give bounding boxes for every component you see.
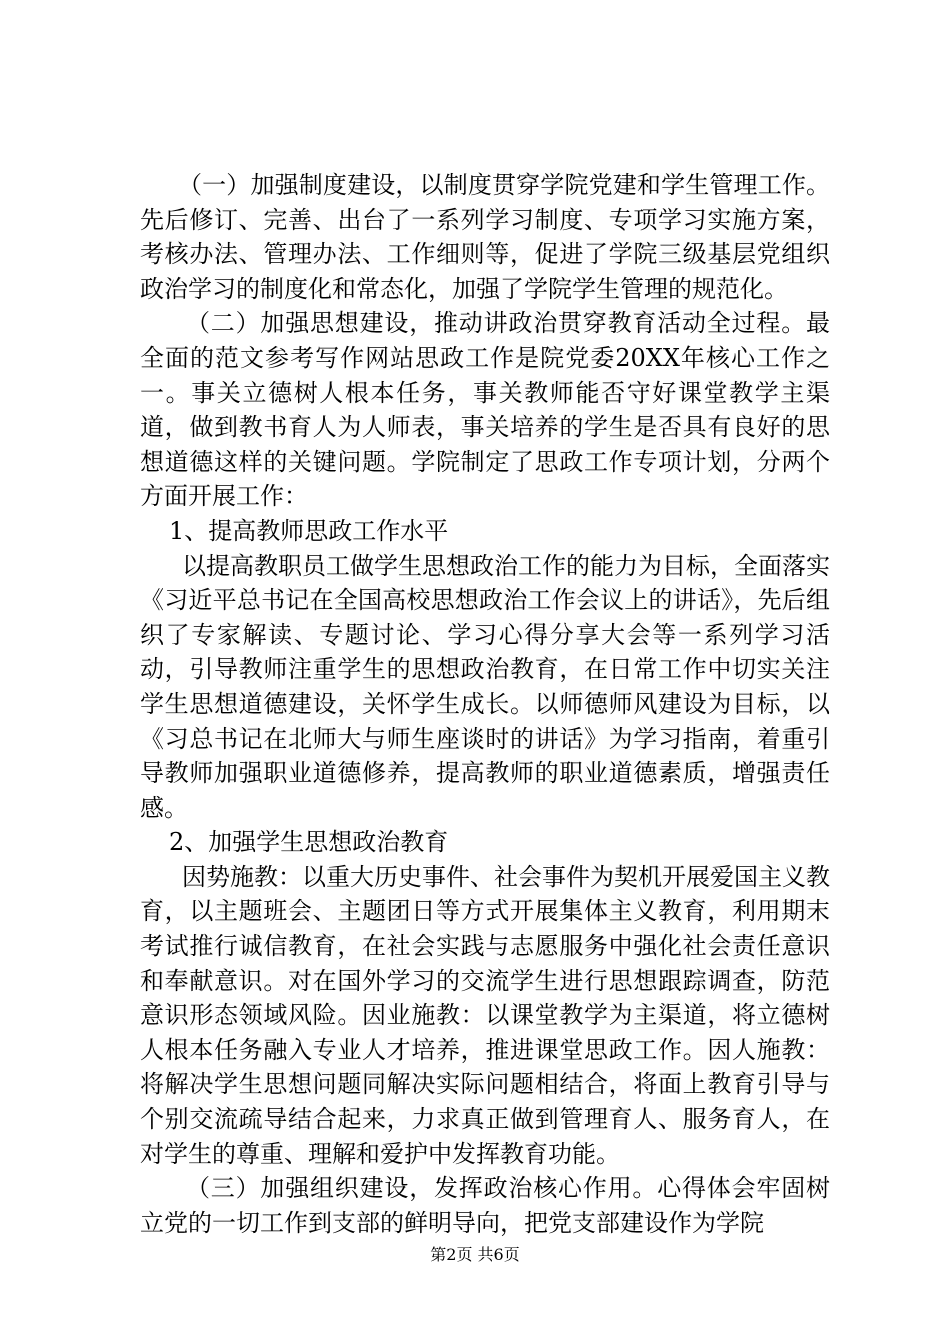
- paragraph-ideological-building: （二）加强思想建设，推动讲政治贯穿教育活动全过程。最全面的范文参考写作网站思政工作是院党委20XX年核心工作之一。事关立德树人根本任务，事关教师能否守好课堂教学主渠道，做到教书育人为人师表，事关培养的学生是否具有良好的思想道德这样的关键问题。学院制定了思政工作专项计划，分两个方面开展工作：: [140, 309, 830, 511]
- paragraph-organization-building: （三）加强组织建设，发挥政治核心作用。心得体会牢固树立党的一切工作到支部的鲜明导向，把党支部建设作为学院: [140, 1174, 830, 1237]
- paragraph-teacher-ideological-work: 以提高教职员工做学生思想政治工作的能力为目标，全面落实《习近平总书记在全国高校思想政治工作会议上的讲话》，先后组织了专家解读、专题讨论、学习心得分享大会等一系列学习活动，引导教师注重学生的思想政治教育，在日常工作中切实关注学生思想道德建设，关怀学生成长。以师德师风建设为目标，以《习总书记在北师大与师生座谈时的讲话》为学习指南，着重引导教师加强职业道德修养，提高教师的职业道德素质，增强责任感。: [140, 551, 830, 822]
- paragraph-student-political-education: 因势施教：以重大历史事件、社会事件为契机开展爱国主义教育，以主题班会、主题团日等方式开展集体主义教育，利用期末考试推行诚信教育，在社会实践与志愿服务中强化社会责任意识和奉献意识。对在国外学习的交流学生进行思想跟踪调查，防范意识形态领域风险。因业施教：以课堂教学为主渠道，将立德树人根本任务融入专业人才培养，推进课堂思政工作。因人施教：将解决学生思想问题同解决实际问题相结合，将面上教育引导与个别交流疏导结合起来，力求真正做到管理育人、服务育人，在对学生的尊重、理解和爱护中发挥教育功能。: [140, 862, 830, 1168]
- heading-student-political-education: 2、加强学生思想政治教育: [169, 828, 449, 857]
- page-number-label: 第2页 共6页: [430, 1245, 520, 1264]
- heading-teacher-ideological-work: 1、提高教师思政工作水平: [169, 516, 449, 545]
- page-footer: [0, 1244, 950, 1266]
- document-body: [140, 168, 830, 1240]
- paragraph-institution-building: （一）加强制度建设，以制度贯穿学院党建和学生管理工作。先后修订、完善、出台了一系列学习制度、专项学习实施方案，考核办法、管理办法、工作细则等，促进了学院三级基层党组织政治学习的制度化和常态化，加强了学院学生管理的规范化。: [140, 171, 830, 303]
